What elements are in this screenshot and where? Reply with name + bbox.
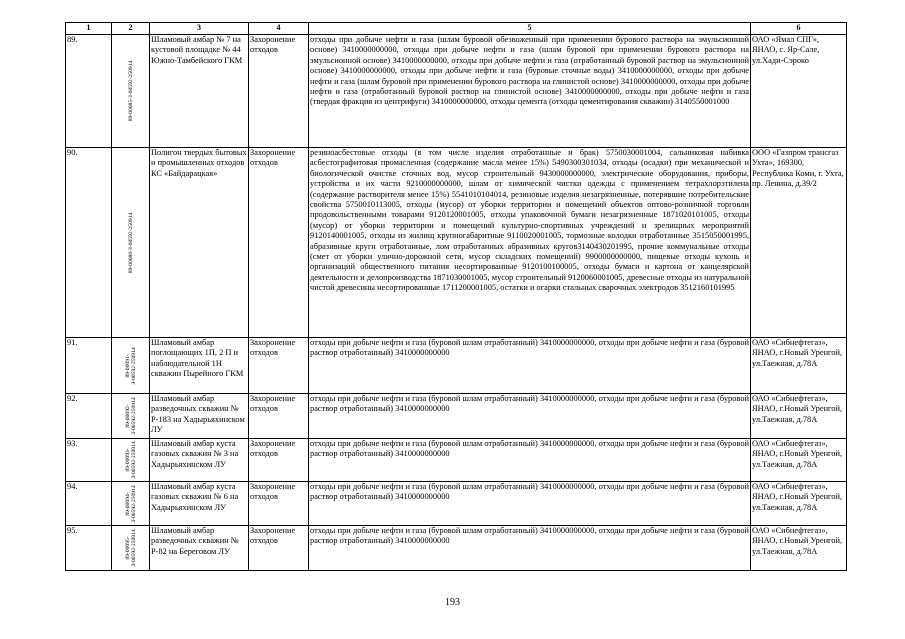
waste-types: отходы при добыче нефти и газа (буровой шлам отработанный) 3410000000000, отходы при добыче нефти и газа (буровой раствор отработанный) 3410000000000 — [309, 439, 751, 482]
col-header-6: 6 — [751, 23, 847, 35]
waste-types: отходы при добыче нефти и газа (шлам буровой обезвоженный при применении бурового раствора на эмульсионной основе) 3410000000000, отходы при добыче нефти и газа (шлам буровой при применении бурового раствора на эмульсионной основе) 3410000000000, отходы при добыче нефти и газа (отработанный буровой раствор на эмульсионной основе) 3410000000000, отходы при добыче нефти и газа (буровые сточные воды) 3410000000000, отходы при добыче нефти и газа (шлам буровой при применении бурового раствора на глинистой основе) 3410000000000, отходы при добыче нефти и газа (отработанный буровой раствор на глинистой основе) 3410000000000, отходы при добыче нефти и газа (твердая фракция из центрифуги) 3410000000000, отходы цемента (отходы цементирования скважин) 3140550001000 — [309, 35, 751, 148]
col-header-2: 2 — [112, 23, 150, 35]
table-row — [66, 439, 847, 482]
table-row — [66, 148, 847, 338]
table-row — [66, 482, 847, 526]
waste-types: резиноасбестовые отходы (в том числе изделия отработанные и брак) 5750030001004, сальниковая набивка асбестографитовая промасленная (содержание масла менее 15%) 5490300301034, отходы (осадки) при механической и биологической очистке сточных вод, мусор строительный 9430000000000, электрические оборудования, приборы, устройства и их части 9210000000000, шлам от химической чистки одежды с применением тетрахлорэтилена (содержание растворителя менее 15%) 5541010104014, резиновые изделия незагрязненные, потерявшие потребительские свойства 5750010113005, отходы (мусор) от уборки территории и помещений объектов оптово-розничной торговли продовольственными товарами 9120120001005, отходы упаковочной бумаги незагрязненные 1871020101005, отходы (мусор) от уборки территории и помещений культурно-спортивных учреждений и зрелищных мероприятий 9120140001005, отходы из жилищ крупногабаритные 9110020001005, тормозные колодки отработанные 3515050001995, абразивные круги отработанные, лом отработанных абразивных кругов3140430201995, прочие коммунальные отходы (смет от уборки улично-дорожной сети, мусор складских помещений) 9900000000000, пищевые отходы кухонь и организаций общественного питания несортированные 9120100100005, отходы бумаги и картона от канцелярской деятельности и делопроизводства 1871030001005, мусор строительный 9120060001005, древесные отходы из натуральной чистой древесины несортированные 1711200001005, остатки и огарки стальных сварочных электродов 3512160101995 — [309, 148, 751, 338]
waste-types: отходы при добыче нефти и газа (буровой шлам отработанный) 3410000000000, отходы при добыче нефти и газа (буровой раствор отработанный) 3410000000000 — [309, 526, 751, 571]
facility-purpose: Захоронение отходов — [249, 526, 309, 571]
col-header-5: 5 — [309, 23, 751, 35]
operator-info: ОАО «Сибнефтегаз», ЯНАО, г.Новый Уренгой, ул.Таежная, д.78А — [751, 526, 847, 571]
registry-code: 89-00092-З-00592-250914 — [124, 397, 137, 435]
row-number: 91. — [66, 338, 112, 394]
col-header-4: 4 — [249, 23, 309, 35]
registry-code: 89-00094-З-00592-250914 — [124, 484, 137, 523]
facility-purpose: Захоронение отходов — [249, 148, 309, 338]
table-row — [66, 526, 847, 571]
facility-purpose: Захоронение отходов — [249, 482, 309, 526]
facility-name: Шламовый амбар куста газовых скважин № 6 на Хадырьяхинском ЛУ — [150, 482, 249, 526]
registry-code-cell — [112, 394, 150, 439]
facility-purpose: Захоронение отходов — [249, 394, 309, 439]
operator-info: ОАО «Сибнефтегаз», ЯНАО, г.Новый Уренгой, ул.Таежная, д.78А — [751, 439, 847, 482]
registry-code-cell — [112, 148, 150, 338]
operator-info: ОАО «Сибнефтегаз», ЯНАО, г.Новый Уренгой, ул.Таежная, д.78А — [751, 482, 847, 526]
waste-types: отходы при добыче нефти и газа (буровой шлам отработанный) 3410000000000, отходы при добыче нефти и газа (буровой раствор отработанный) 3410000000000 — [309, 482, 751, 526]
row-number: 92. — [66, 394, 112, 439]
registry-code: 89-00095-З-00592-250914 — [124, 529, 137, 567]
col-header-1: 1 — [66, 23, 112, 35]
registry-code-cell — [112, 338, 150, 394]
registry-code-cell — [112, 35, 150, 148]
facility-name: Шламовый амбар разведочных скважин № Р-183 на Хадырьяхинском ЛУ — [150, 394, 249, 439]
facility-name: Шламовый амбар разведочных скважин № Р-82 на Береговом ЛУ — [150, 526, 249, 571]
facility-name: Шламовый амбар поглощающих 1П, 2 П и наблюдательной 1Н скважин Пырейного ГКМ — [150, 338, 249, 394]
table-row — [66, 338, 847, 394]
operator-info: ООО «Газпром трансгаз Ухта», 169300, Республика Коми, г. Ухта, пр. Ленина, д.39/2 — [751, 148, 847, 338]
col-header-3: 3 — [150, 23, 249, 35]
row-number: 93. — [66, 439, 112, 482]
row-number: 95. — [66, 526, 112, 571]
waste-types: отходы при добыче нефти и газа (буровой шлам отработанный) 3410000000000, отходы при добыче нефти и газа (буровой раствор отработанный) 3410000000000 — [309, 394, 751, 439]
table-row — [66, 35, 847, 148]
operator-info: ОАО «Сибнефтегаз», ЯНАО, г.Новый Уренгой, ул.Таежная, д.78А — [751, 394, 847, 439]
header-row — [66, 23, 847, 35]
facility-name: Полигон твердых бытовых и промышленных отходов КС «Байдарацкая» — [150, 148, 249, 338]
row-number: 89. — [66, 35, 112, 148]
registry-code: 89-00093-З-00592-250914 — [124, 441, 137, 479]
facility-purpose: Захоронение отходов — [249, 338, 309, 394]
registry-code: 89-00086-З-00592-250914 — [127, 212, 134, 273]
facility-name: Шламовый амбар куста газовых скважин № 3 на Хадырьяхинском ЛУ — [150, 439, 249, 482]
facility-purpose: Захоронение отходов — [249, 35, 309, 148]
registry-code: 89-00091-З-00592-250914 — [124, 346, 137, 385]
operator-info: ОАО «Сибнефтегаз», ЯНАО, г.Новый Уренгой, ул.Таежная, д.78А — [751, 338, 847, 394]
table-row — [66, 394, 847, 439]
register-table — [65, 22, 847, 571]
registry-code-cell — [112, 526, 150, 571]
operator-info: ОАО «Ямал СПГ», ЯНАО, с. Яр-Сале, ул.Хади-Сэроко — [751, 35, 847, 148]
row-number: 94. — [66, 482, 112, 526]
page-number: 193 — [445, 597, 460, 608]
registry-code: 89-00085-З-00592-250914 — [127, 60, 134, 122]
waste-types: отходы при добыче нефти и газа (буровой шлам отработанный) 3410000000000, отходы при добыче нефти и газа (буровой раствор отработанный) 3410000000000 — [309, 338, 751, 394]
registry-code-cell — [112, 482, 150, 526]
registry-code-cell — [112, 439, 150, 482]
facility-purpose: Захоронение отходов — [249, 439, 309, 482]
facility-name: Шламовый амбар № 7 на кустовой площадке № 44 Южно-Тамбейского ГКМ — [150, 35, 249, 148]
row-number: 90. — [66, 148, 112, 338]
